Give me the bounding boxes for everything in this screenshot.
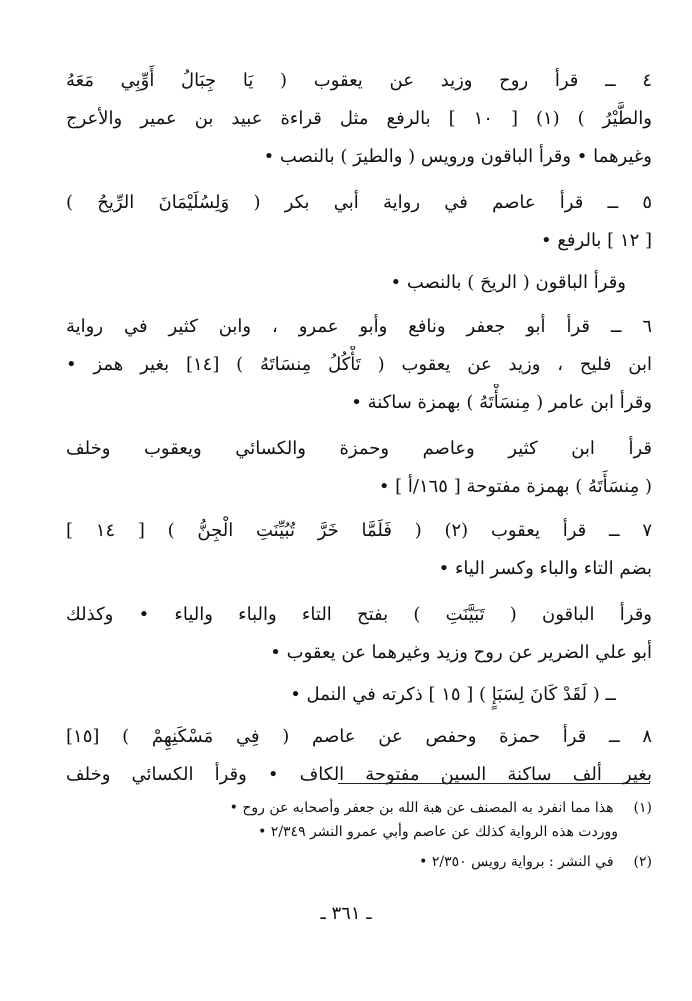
text-line: وقرأ ابن عامر ( مِنسَأْتَهُ ) بهمزة ساكنة • — [351, 392, 652, 413]
paragraph-6 — [66, 308, 652, 422]
text-line: ( مِنسَأَتَهُ ) بهمزة مفتوحة [ ١٦٥/أ ] • — [378, 476, 652, 497]
paragraph-4 — [66, 62, 652, 176]
text-line: أبو علي الضرير عن روح وزيد وغيرهما عن يعقوب • — [270, 642, 652, 663]
footnote-1 — [70, 796, 652, 844]
page-number: ـ ٣٦١ ـ — [320, 903, 372, 924]
footnote-2 — [70, 850, 652, 874]
text-line: بغير ألف ساكنة السين مفتوحة الكاف • وقرأ الكسائي وخلف — [66, 764, 652, 785]
footnote-text: ووردت هذه الرواية كذلك عن عاصم وأبي عمرو النشر ٢/٣٤٩ • — [258, 824, 618, 840]
paragraph-5-rest — [66, 264, 652, 302]
text-line: وقرأ الباقون ( تَبَيَّنَتِ ) بفتح التاء والباء والياء • وكذلك — [66, 604, 652, 625]
text-line: ٦ ــ قرأ أبو جعفر ونافع وأبو عمرو ، وابن كثير في رواية — [66, 316, 652, 337]
main-text — [66, 62, 652, 794]
paragraph-7-rest — [66, 596, 652, 672]
footnote-separator — [338, 783, 650, 784]
text-line: ٧ ــ قرأ يعقوب (٢) ( فَلَمَّا خَرَّ تُبُيِّنَتِ الْجِنُّ ) [ ١٤ ] — [66, 520, 652, 541]
text-line: [ ١٢ ] بالرفع • — [541, 230, 652, 251]
footnote-text: في النشر : برواية رويس ٢/٣٥٠ • — [419, 854, 614, 870]
text-line: ابن فليح ، وزيد عن يعقوب ( تَأْكُلُ مِنسَاتَهُ ) [١٤] بغير همز • — [66, 354, 652, 375]
text-line: والطَّيْرُ ) (١) [ ١٠ ] بالرفع مثل قراءة عبيد بن عمير والأعرج — [66, 108, 652, 129]
text-line: ٥ ــ قرأ عاصم في رواية أبي بكر ( وَلِسُلَيْمَانَ الرِّيحُ ) — [66, 192, 652, 213]
paragraph-7 — [66, 512, 652, 588]
footnote-text: هذا مما انفرد به المصنف عن هبة الله بن جعفر وأصحابه عن روح • — [229, 800, 614, 816]
text-line: قرأ ابن كثير وعاصم وحمزة والكسائي ويعقوب وخلف — [66, 438, 652, 459]
text-line: بضم التاء والباء وكسر الياء • — [438, 558, 652, 579]
text-line: وغيرهما • وقرأ الباقون ورويس ( والطيرَ ) بالنصب • — [263, 146, 652, 167]
paragraph-6-rest — [66, 430, 652, 506]
footnote-number: (١) — [633, 800, 652, 816]
footnotes — [70, 796, 652, 880]
text-line: ٨ ــ قرأ حمزة وحفص عن عاصم ( فِي مَسْكَنِهِمْ ) [١٥] — [66, 726, 652, 747]
text-line: وقرأ الباقون ( الريحَ ) بالنصب • — [390, 272, 626, 293]
paragraph-7-saba — [66, 676, 652, 714]
text-line: ٤ ــ قرأ روح وزيد عن يعقوب ( يَا جِبَالُ أَوِّبِي مَعَهُ — [66, 70, 652, 91]
footnote-number: (٢) — [633, 854, 652, 870]
text-line: ــ ( لَقَدْ كَانَ لِسَبَإٍ ) [ ١٥ ] ذكرته في النمل • — [290, 684, 616, 705]
paragraph-5 — [66, 184, 652, 260]
